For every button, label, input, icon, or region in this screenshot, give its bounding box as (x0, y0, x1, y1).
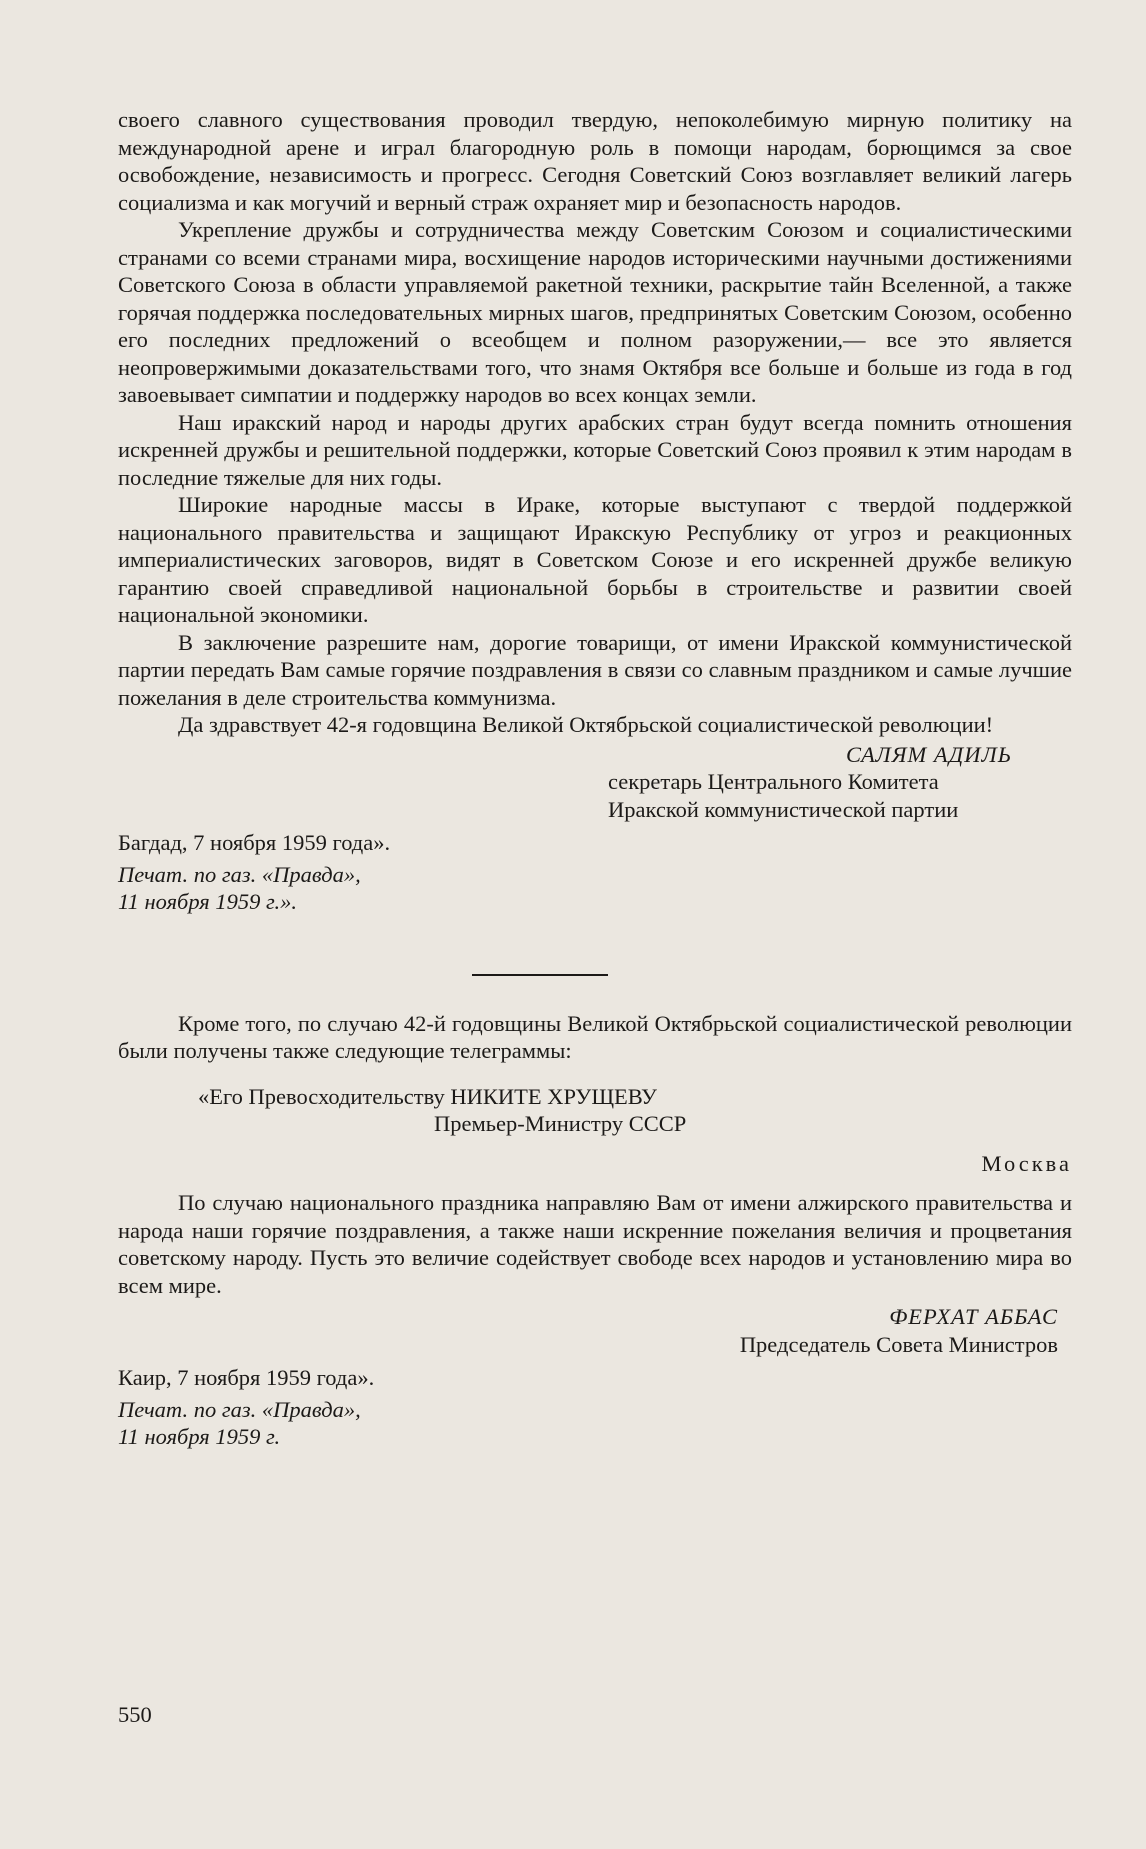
paragraph-5: В заключение разрешите нам, дорогие товарищи, от имени Иракской коммунистической партии передать Вам самые горячие поздравления в связи со славным праздником и самые лучшие пожелания в деле строительства коммунизма. (118, 629, 1072, 710)
signature-title-2: Председатель Совета Министров (739, 1331, 1058, 1357)
text-column (118, 106, 1072, 1451)
signature-name: САЛЯМ АДИЛЬ (846, 741, 1012, 767)
paragraph-4: Широкие народные массы в Ираке, которые выступают с твердой поддержкой национального правительства и защищают Иракскую Республику от угроз и реакционных империалистических заговоров, видят в Советском Союзе и его искренней дружбе великую гарантию своей справедливой национальной борьбы в строительстве и развитии своей национальной экономики. (118, 492, 1072, 627)
signature-title-line-2: Иракской коммунистической партии (608, 796, 959, 822)
place-date-1: Багдад, 7 ноября 1959 года». (118, 830, 391, 855)
source-line-2: 11 ноября 1959 г.». (118, 889, 297, 914)
signature-title-line-1: секретарь Центрального Комитета (608, 769, 939, 794)
signature-block-1 (608, 741, 1072, 824)
page-number: 550 (118, 1702, 152, 1727)
paragraph-2: Укрепление дружбы и сотрудничества между Советским Союзом и социалистическими странами со всеми странами мира, восхищение народов историческими научными достижениями Советского Союза в области управляемой ракетной техники, раскрытие тайн Вселенной, а также горячая поддержка последовательных мирных шагов, предпринятых Советским Союзом, особенно его последних предложений о всеобщем и полном разоружении,— все это является неопровержимыми доказательствами того, что знамя Октября все больше и больше из года в год завоевывает симпатии и поддержку народов во всех концах земли. (118, 217, 1072, 407)
telegram-body: По случаю национального праздника направляю Вам от имени алжирского правительства и народа наши горячие поздравления, а также наши искренние пожелания величия и процветания советскому народу. Пусть это величие содействует свободе всех народов и установлению мира во всем мире. (118, 1190, 1072, 1298)
address-line-1: «Его Превосходительству НИКИТЕ ХРУЩЕВУ (198, 1083, 657, 1109)
source-line-3: Печат. по газ. «Правда», (118, 1396, 361, 1422)
source-line-4: 11 ноября 1959 г. (118, 1424, 281, 1449)
place-date-2: Каир, 7 ноября 1959 года». (118, 1365, 375, 1390)
telegram-address (118, 1083, 1072, 1138)
signature-name-2: ФЕРХАТ АББАС (889, 1304, 1058, 1329)
paragraph-6: Да здравствует 42-я годовщина Великой Октябрьской социалистической революции! (178, 712, 994, 737)
source-note-2 (118, 1396, 1072, 1451)
section-divider (472, 974, 608, 976)
intro-paragraph: Кроме того, по случаю 42-й годовщины Великой Октябрьской социалистической революции были получены также следующие телеграммы: (118, 1010, 1072, 1063)
paragraph-1: своего славного существования проводил твердую, непоколебимую мирную политику на международной арене и играл благородную роль в помощи народам, борющимся за свое освобождение, независимость и прогресс. Сегодня Советский Союз возглавляет великий лагерь социализма и как могучий и верный страж охраняет мир и безопасность народов. (118, 107, 1072, 215)
paragraph-3: Наш иракский народ и народы других арабских стран будут всегда помнить отношения искренней дружбы и решительной поддержки, которые Советский Союз проявил к этим народам в последние тяжелые для них годы. (118, 409, 1072, 490)
signature-block-2 (118, 1303, 1072, 1358)
source-line-1: Печат. по газ. «Правда», (118, 861, 361, 887)
address-city: Москва (981, 1150, 1072, 1176)
source-note-1 (118, 861, 1072, 916)
address-line-2: Премьер-Министру СССР (434, 1111, 687, 1136)
